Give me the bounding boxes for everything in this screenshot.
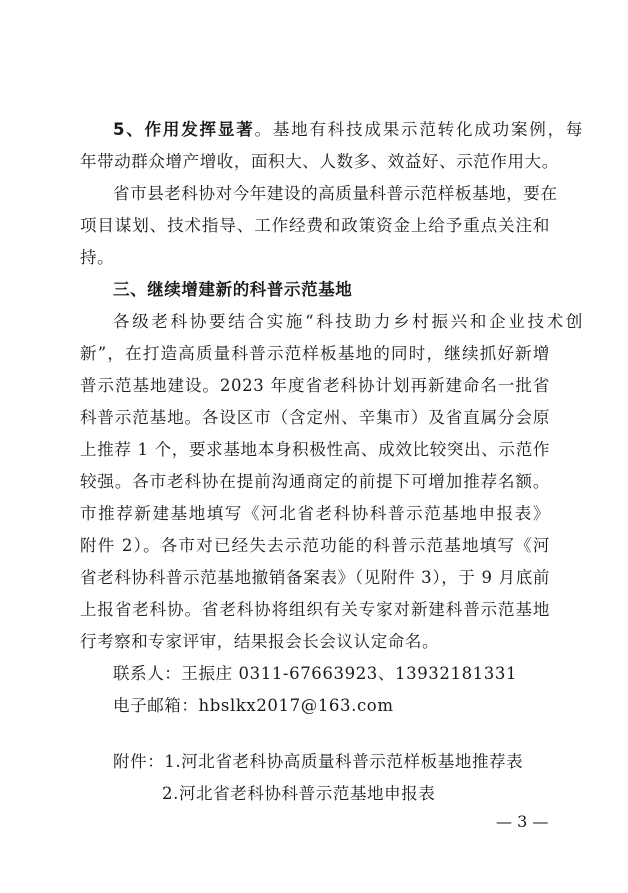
page-number: — 3 — — [496, 812, 549, 831]
paragraph-5-line-2: 年带动群众增产增收，面积大、人数多、效益好、示范作用大。 — [80, 152, 559, 171]
paragraph-7-line-8: 附件 2）。各市对已经失去示范功能的科普示范基地填写《河 — [80, 536, 550, 555]
paragraph-6-line-3: 持。 — [80, 248, 115, 267]
contact-email: 电子邮箱：hbslkx2017@163.com — [113, 696, 394, 715]
paragraph-5-line-1 — [113, 118, 583, 142]
paragraph-7-line-3: 普示范基地建设。2023 年度省老科协计划再新建命名一批省 — [80, 376, 550, 395]
section-3-heading: 三、继续增建新的科普示范基地 — [113, 280, 353, 299]
paragraph-5-title: 5、作用发挥显著 — [113, 120, 255, 139]
paragraph-7-line-11: 行考察和专家评审，结果报会长会议认定命名。 — [80, 632, 440, 651]
paragraph-6-line-2: 项目谋划、技术指导、工作经费和政策资金上给予重点关注和 — [80, 216, 550, 235]
attachment-2: 2.河北省老科协科普示范基地申报表 — [162, 784, 436, 803]
paragraph-7-line-5: 上推荐 1 个，要求基地本身积极性高、成效比较突出、示范作 — [80, 440, 550, 459]
contact-person: 联系人：王振庄 0311-67663923、13932181331 — [113, 664, 518, 683]
paragraph-7-line-7: 市推荐新建基地填写《河北省老科协科普示范基地申报表》 — [80, 504, 550, 523]
paragraph-7-line-10: 上报省老科协。省老科协将组织有关专家对新建科普示范基地 — [80, 600, 550, 619]
attachment-1: 附件：1.河北省老科协高质量科普示范样板基地推荐表 — [113, 752, 524, 771]
paragraph-5-text: 。基地有科技成果示范转化成功案例，每 — [254, 120, 583, 139]
paragraph-7-line-1: 各级老科协要结合实施“科技助力乡村振兴和企业技术创 — [113, 312, 583, 331]
paragraph-7-line-9: 省老科协科普示范基地撤销备案表》（见附件 3），于 9 月底前 — [80, 568, 550, 587]
paragraph-7-line-2: 新”，在打造高质量科普示范样板基地的同时，继续抓好新增 — [80, 344, 550, 363]
paragraph-6-line-1: 省市县老科协对今年建设的高质量科普示范样板基地，要在 — [113, 184, 558, 203]
paragraph-7-line-6: 较强。各市老科协在提前沟通商定的前提下可增加推荐名额。 — [80, 472, 550, 491]
paragraph-7-line-4: 科普示范基地。各设区市（含定州、辛集市）及省直属分会原 — [80, 408, 550, 427]
